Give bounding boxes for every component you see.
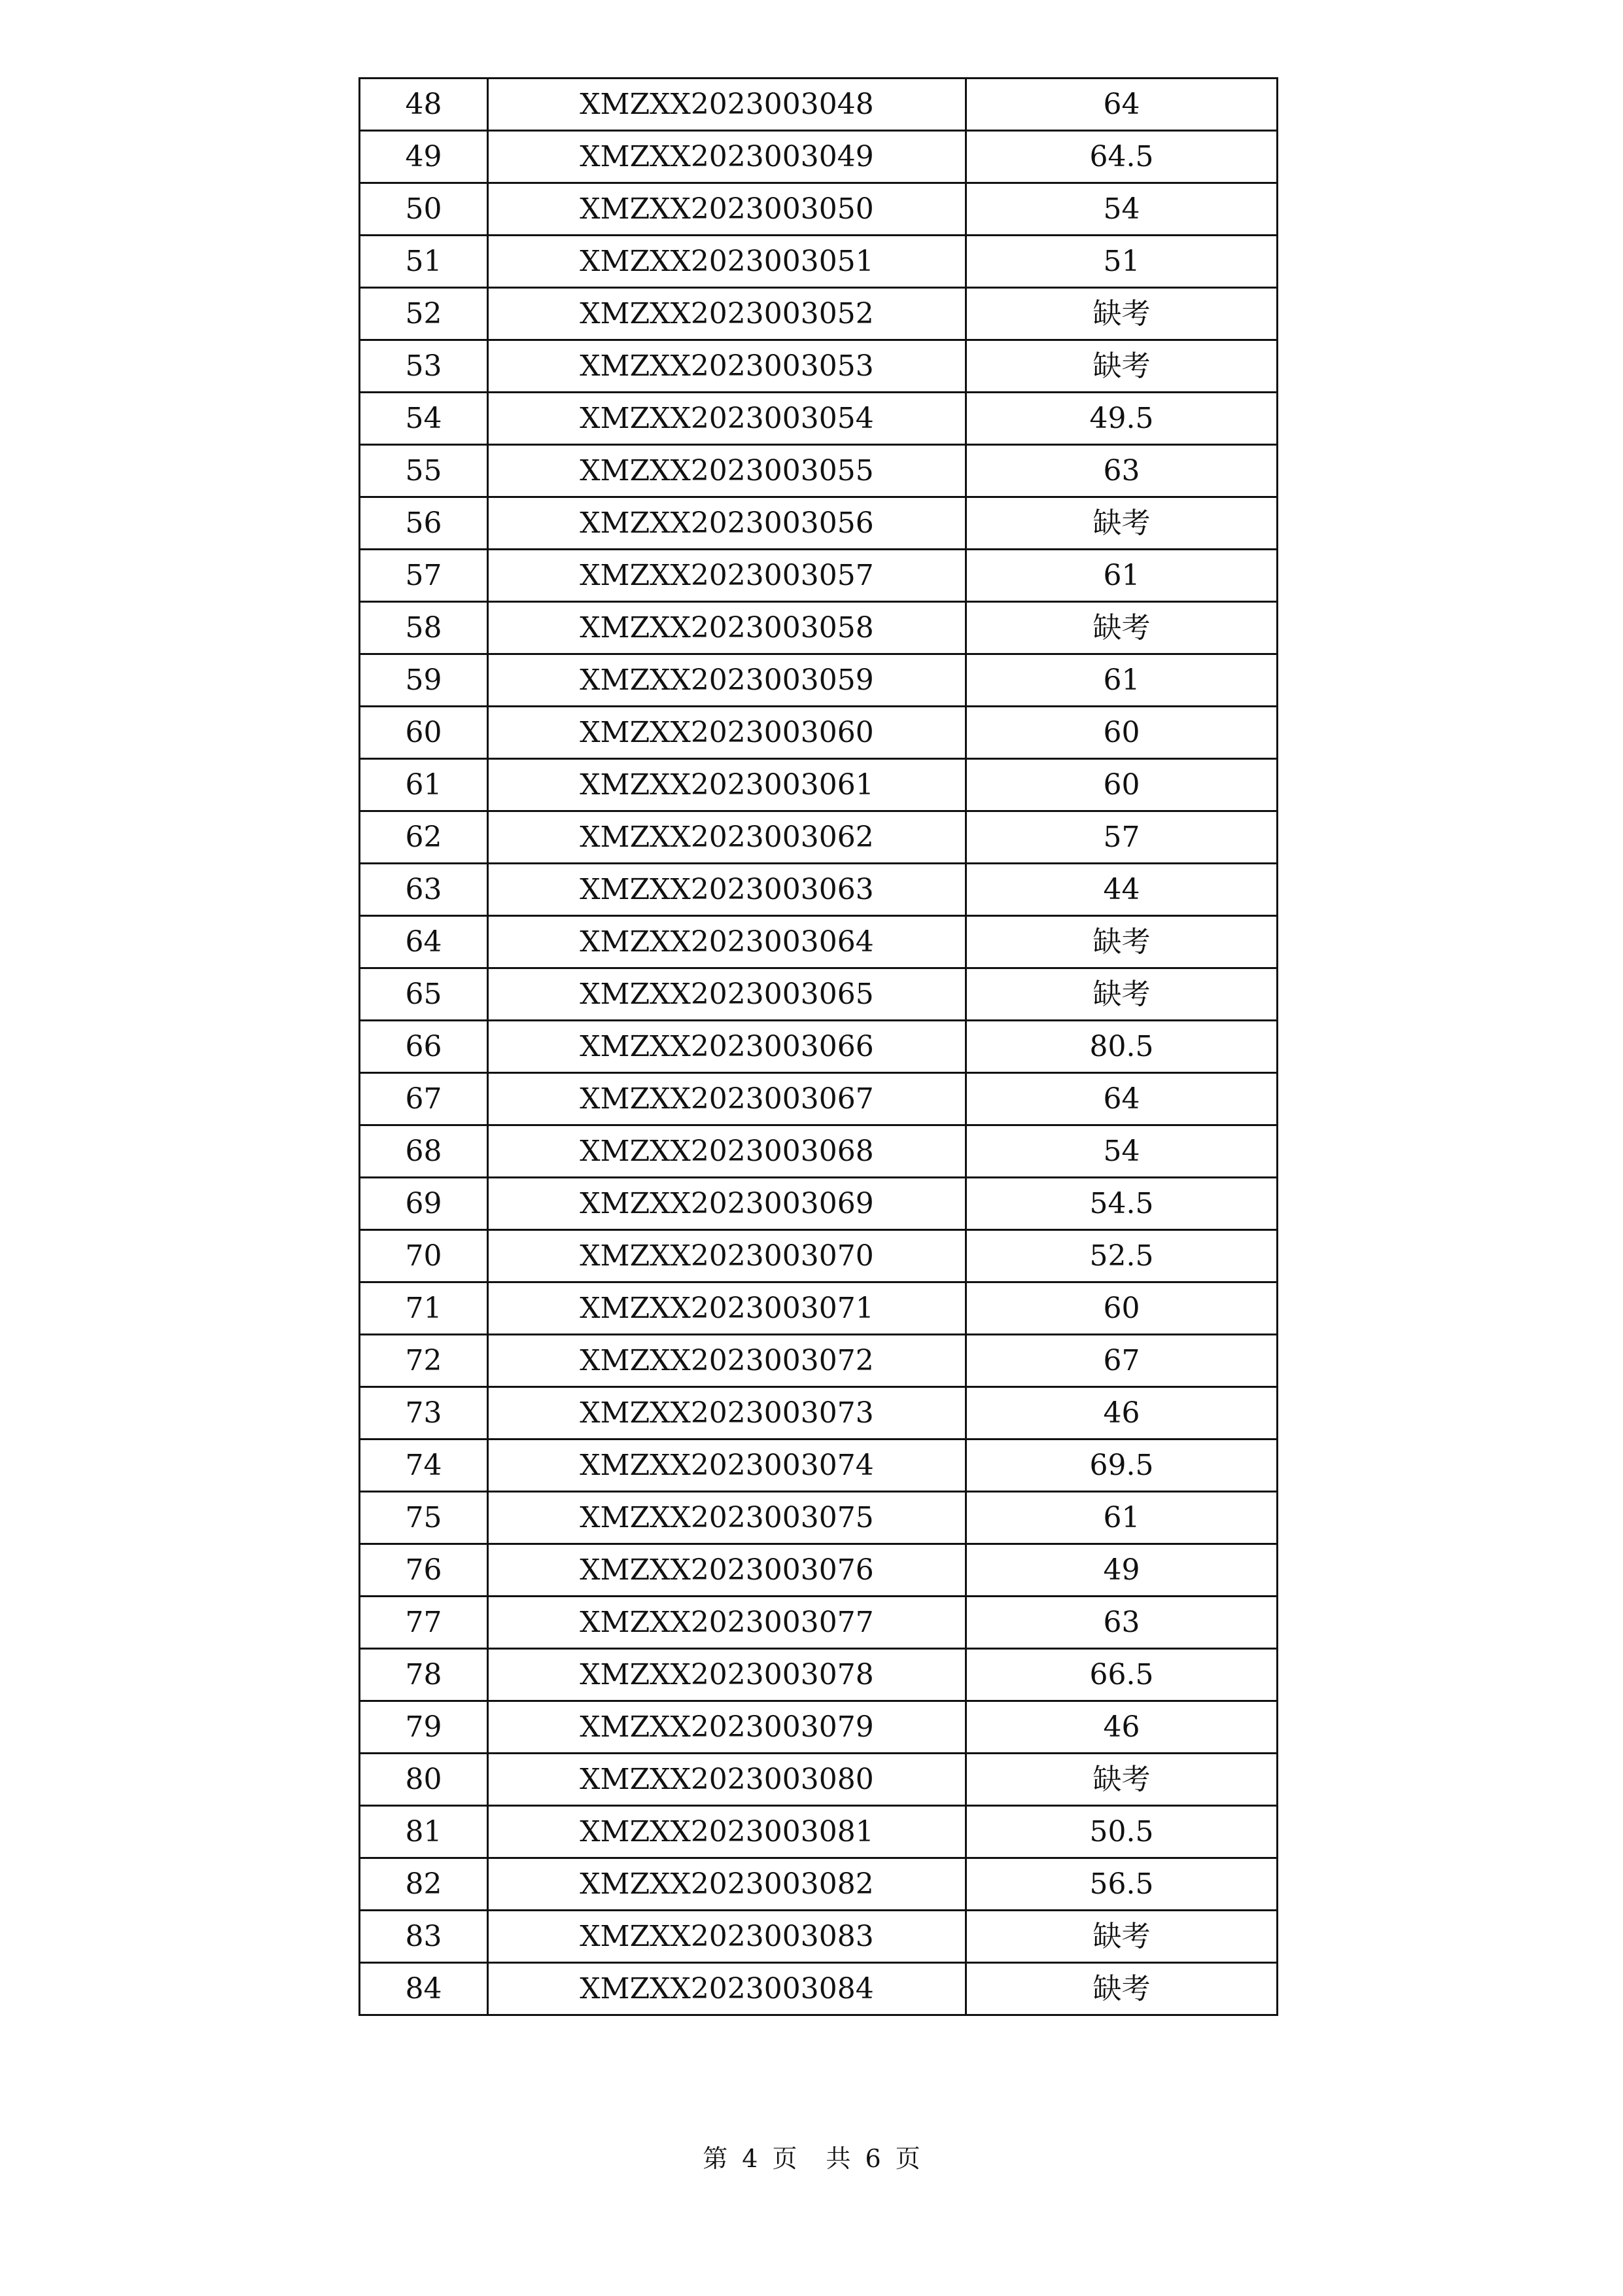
candidate-id-cell: XMZXX2023003063	[488, 864, 966, 916]
row-number-cell: 56	[360, 497, 488, 550]
table-row	[360, 497, 1278, 550]
row-number-cell: 58	[360, 602, 488, 654]
candidate-id-cell: XMZXX2023003077	[488, 1597, 966, 1649]
row-number-cell: 83	[360, 1911, 488, 1963]
candidate-id-cell: XMZXX2023003070	[488, 1230, 966, 1282]
candidate-id-cell: XMZXX2023003052	[488, 288, 966, 340]
footer-suffix: 页	[895, 2144, 920, 2173]
row-number-cell: 50	[360, 183, 488, 236]
table-row	[360, 550, 1278, 602]
score-cell: 64	[966, 79, 1278, 131]
table-row	[360, 602, 1278, 654]
score-cell: 61	[966, 654, 1278, 707]
score-cell: 缺考	[966, 1911, 1278, 1963]
candidate-id-cell: XMZXX2023003054	[488, 393, 966, 445]
row-number-cell: 73	[360, 1387, 488, 1439]
candidate-id-cell: XMZXX2023003073	[488, 1387, 966, 1439]
score-cell: 63	[966, 445, 1278, 497]
score-cell: 60	[966, 707, 1278, 759]
table-row	[360, 1178, 1278, 1230]
candidate-id-cell: XMZXX2023003084	[488, 1963, 966, 2015]
row-number-cell: 75	[360, 1492, 488, 1544]
score-cell: 44	[966, 864, 1278, 916]
candidate-id-cell: XMZXX2023003048	[488, 79, 966, 131]
table-row	[360, 1754, 1278, 1806]
table-row	[360, 864, 1278, 916]
score-cell: 61	[966, 1492, 1278, 1544]
candidate-id-cell: XMZXX2023003072	[488, 1335, 966, 1387]
score-cell: 缺考	[966, 968, 1278, 1021]
table-row	[360, 1387, 1278, 1439]
table-row	[360, 236, 1278, 288]
candidate-id-cell: XMZXX2023003060	[488, 707, 966, 759]
score-cell: 缺考	[966, 1963, 1278, 2015]
table-row	[360, 811, 1278, 864]
row-number-cell: 82	[360, 1858, 488, 1911]
score-cell: 54	[966, 183, 1278, 236]
score-cell: 49	[966, 1544, 1278, 1597]
table-row	[360, 1125, 1278, 1178]
table-row	[360, 707, 1278, 759]
footer-total-prefix: 共	[826, 2144, 851, 2173]
table-row	[360, 1858, 1278, 1911]
row-number-cell: 81	[360, 1806, 488, 1858]
candidate-id-cell: XMZXX2023003062	[488, 811, 966, 864]
score-table-body	[360, 79, 1278, 2015]
candidate-id-cell: XMZXX2023003061	[488, 759, 966, 811]
row-number-cell: 51	[360, 236, 488, 288]
table-row	[360, 1492, 1278, 1544]
candidate-id-cell: XMZXX2023003069	[488, 1178, 966, 1230]
table-row	[360, 1439, 1278, 1492]
footer-total-pages: 6	[865, 2144, 881, 2173]
candidate-id-cell: XMZXX2023003049	[488, 131, 966, 183]
row-number-cell: 71	[360, 1282, 488, 1335]
score-cell: 60	[966, 759, 1278, 811]
row-number-cell: 59	[360, 654, 488, 707]
row-number-cell: 67	[360, 1073, 488, 1125]
score-cell: 52.5	[966, 1230, 1278, 1282]
footer-page-word: 页	[772, 2144, 797, 2173]
page-footer	[0, 2138, 1623, 2174]
row-number-cell: 66	[360, 1021, 488, 1073]
score-cell: 46	[966, 1387, 1278, 1439]
row-number-cell: 77	[360, 1597, 488, 1649]
row-number-cell: 48	[360, 79, 488, 131]
table-row	[360, 916, 1278, 968]
table-row	[360, 1073, 1278, 1125]
candidate-id-cell: XMZXX2023003053	[488, 340, 966, 393]
row-number-cell: 61	[360, 759, 488, 811]
table-row	[360, 1597, 1278, 1649]
row-number-cell: 76	[360, 1544, 488, 1597]
candidate-id-cell: XMZXX2023003075	[488, 1492, 966, 1544]
score-cell: 49.5	[966, 393, 1278, 445]
row-number-cell: 54	[360, 393, 488, 445]
table-row	[360, 393, 1278, 445]
table-row	[360, 183, 1278, 236]
table-row	[360, 1806, 1278, 1858]
row-number-cell: 63	[360, 864, 488, 916]
candidate-id-cell: XMZXX2023003083	[488, 1911, 966, 1963]
candidate-id-cell: XMZXX2023003081	[488, 1806, 966, 1858]
score-table	[358, 77, 1278, 2016]
row-number-cell: 80	[360, 1754, 488, 1806]
row-number-cell: 70	[360, 1230, 488, 1282]
row-number-cell: 84	[360, 1963, 488, 2015]
candidate-id-cell: XMZXX2023003055	[488, 445, 966, 497]
score-cell: 63	[966, 1597, 1278, 1649]
candidate-id-cell: XMZXX2023003050	[488, 183, 966, 236]
table-row	[360, 1963, 1278, 2015]
score-cell: 缺考	[966, 916, 1278, 968]
table-row	[360, 1649, 1278, 1701]
score-cell: 64.5	[966, 131, 1278, 183]
row-number-cell: 55	[360, 445, 488, 497]
row-number-cell: 68	[360, 1125, 488, 1178]
candidate-id-cell: XMZXX2023003076	[488, 1544, 966, 1597]
table-row	[360, 445, 1278, 497]
score-cell: 46	[966, 1701, 1278, 1754]
score-cell: 缺考	[966, 288, 1278, 340]
candidate-id-cell: XMZXX2023003056	[488, 497, 966, 550]
score-cell: 51	[966, 236, 1278, 288]
table-row	[360, 79, 1278, 131]
candidate-id-cell: XMZXX2023003068	[488, 1125, 966, 1178]
footer-current-page: 4	[742, 2144, 758, 2173]
candidate-id-cell: XMZXX2023003057	[488, 550, 966, 602]
score-cell: 缺考	[966, 1754, 1278, 1806]
row-number-cell: 69	[360, 1178, 488, 1230]
table-row	[360, 1230, 1278, 1282]
score-cell: 57	[966, 811, 1278, 864]
candidate-id-cell: XMZXX2023003080	[488, 1754, 966, 1806]
row-number-cell: 72	[360, 1335, 488, 1387]
score-cell: 80.5	[966, 1021, 1278, 1073]
candidate-id-cell: XMZXX2023003058	[488, 602, 966, 654]
candidate-id-cell: XMZXX2023003064	[488, 916, 966, 968]
table-row	[360, 759, 1278, 811]
row-number-cell: 78	[360, 1649, 488, 1701]
score-cell: 缺考	[966, 602, 1278, 654]
table-row	[360, 968, 1278, 1021]
table-row	[360, 288, 1278, 340]
candidate-id-cell: XMZXX2023003066	[488, 1021, 966, 1073]
table-row	[360, 340, 1278, 393]
row-number-cell: 49	[360, 131, 488, 183]
score-cell: 50.5	[966, 1806, 1278, 1858]
score-cell: 66.5	[966, 1649, 1278, 1701]
row-number-cell: 74	[360, 1439, 488, 1492]
table-row	[360, 654, 1278, 707]
score-cell: 64	[966, 1073, 1278, 1125]
candidate-id-cell: XMZXX2023003065	[488, 968, 966, 1021]
table-row	[360, 1021, 1278, 1073]
table-row	[360, 131, 1278, 183]
score-cell: 67	[966, 1335, 1278, 1387]
row-number-cell: 62	[360, 811, 488, 864]
row-number-cell: 53	[360, 340, 488, 393]
table-row	[360, 1282, 1278, 1335]
candidate-id-cell: XMZXX2023003078	[488, 1649, 966, 1701]
score-cell: 缺考	[966, 497, 1278, 550]
table-row	[360, 1335, 1278, 1387]
candidate-id-cell: XMZXX2023003067	[488, 1073, 966, 1125]
score-cell: 缺考	[966, 340, 1278, 393]
row-number-cell: 52	[360, 288, 488, 340]
candidate-id-cell: XMZXX2023003082	[488, 1858, 966, 1911]
score-cell: 60	[966, 1282, 1278, 1335]
candidate-id-cell: XMZXX2023003071	[488, 1282, 966, 1335]
table-row	[360, 1911, 1278, 1963]
row-number-cell: 79	[360, 1701, 488, 1754]
table-row	[360, 1544, 1278, 1597]
candidate-id-cell: XMZXX2023003079	[488, 1701, 966, 1754]
row-number-cell: 57	[360, 550, 488, 602]
score-cell: 69.5	[966, 1439, 1278, 1492]
table-row	[360, 1701, 1278, 1754]
score-cell: 61	[966, 550, 1278, 602]
score-cell: 56.5	[966, 1858, 1278, 1911]
row-number-cell: 64	[360, 916, 488, 968]
row-number-cell: 60	[360, 707, 488, 759]
footer-prefix: 第	[703, 2144, 728, 2173]
score-cell: 54	[966, 1125, 1278, 1178]
candidate-id-cell: XMZXX2023003051	[488, 236, 966, 288]
candidate-id-cell: XMZXX2023003059	[488, 654, 966, 707]
score-cell: 54.5	[966, 1178, 1278, 1230]
candidate-id-cell: XMZXX2023003074	[488, 1439, 966, 1492]
row-number-cell: 65	[360, 968, 488, 1021]
